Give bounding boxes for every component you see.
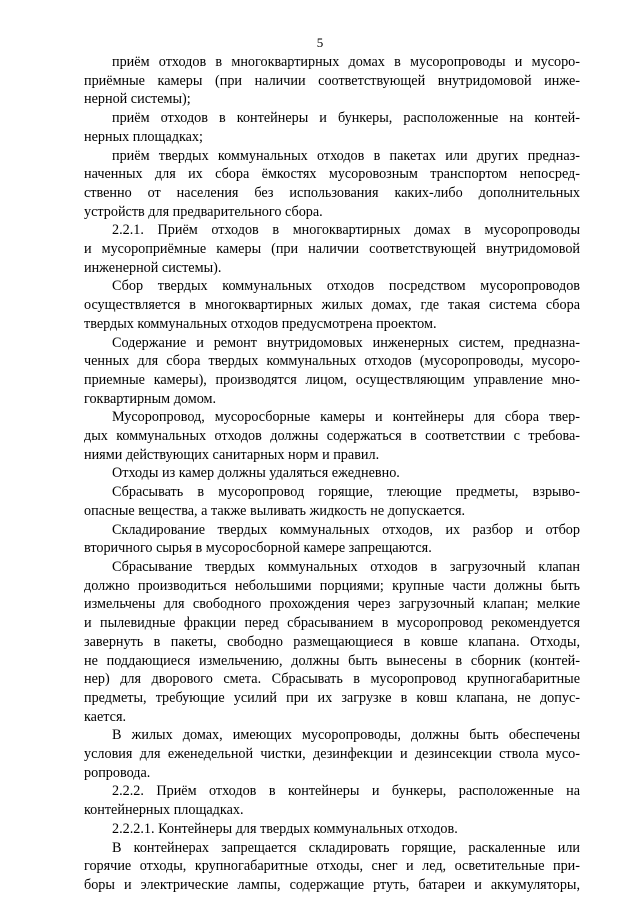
paragraph: [84, 521, 580, 558]
text-line: ропровода.: [84, 764, 151, 781]
text-line: приём отходов в контейнеры и бункеры, расположенные на контей-: [112, 110, 580, 127]
paragraph: [84, 277, 580, 333]
page-number: 5: [316, 35, 324, 50]
text-line: предметы, требующие усилий при их загрузке в ковш клапана, не допус-: [84, 689, 580, 706]
text-line: опасные вещества, а также выливать жидкость не допускается.: [84, 502, 466, 519]
text-line: Содержание и ремонт внутридомовых инженерных систем, предназна-: [112, 334, 580, 351]
text-line: ниями действующих санитарных норм и правил.: [84, 446, 380, 463]
text-line: и пылевидные фракции перед сбрасыванием в мусоропровод рекомендуется: [84, 615, 580, 632]
text-line: Мусоропровод, мусоросборные камеры и контейнеры для сбора твер-: [112, 409, 580, 426]
text-line: инженерной системы).: [84, 259, 222, 276]
paragraph: [84, 483, 580, 520]
text-line: наченных для их сбора ёмкостях мусоровозным транспортом непосред-: [84, 166, 580, 183]
text-line: боры и электрические лампы, содержащие ртуть, батареи и аккумуляторы,: [84, 876, 580, 893]
text-line: Сбор твердых коммунальных отходов посредством мусоропроводов: [112, 278, 580, 295]
text-line: В жилых домах, имеющих мусоропроводы, должны быть обеспечены: [112, 727, 580, 744]
text-line: Складирование твердых коммунальных отходов, их разбор и отбор: [112, 521, 580, 538]
text-line: условия для еженедельной чистки, дезинфекции и дезинсекции ствола мусо-: [84, 746, 580, 763]
paragraph: [84, 408, 580, 464]
text-line: гоквартирным домом.: [84, 390, 217, 407]
paragraph: [84, 726, 580, 782]
text-line: нерной системы);: [84, 91, 191, 108]
paragraph: [84, 147, 580, 222]
text-line: вторичного сырья в мусоросборной камере запрещаются.: [84, 540, 432, 557]
text-line: приём твердых коммунальных отходов в пакетах или других предназ-: [112, 147, 580, 164]
text-line: 2.2.2. Приём отходов в контейнеры и бункеры, расположенные на: [112, 783, 580, 800]
text-line: измельчены для свободного прохождения через загрузочный клапан; мелкие: [84, 596, 580, 613]
text-line: приёмные камеры (при наличии соответствующей внутридомовой инже-: [84, 72, 580, 89]
text-line: дых коммунальных отходов должны содержаться в соответствии с требова-: [84, 428, 580, 445]
text-line: осуществляется в многоквартирных жилых домах, где такая система сбора: [84, 297, 580, 314]
text-line: нер) для дворового смета. Сбрасывать в мусоропровод крупногабаритные: [84, 671, 580, 688]
paragraph: [84, 53, 580, 109]
paragraph: [84, 464, 580, 483]
body-text: [84, 53, 580, 895]
text-line: В контейнерах запрещается складировать горящие, раскаленные или: [112, 839, 580, 856]
text-line: не поддающиеся измельчению, должны быть вынесены в сборник (контей-: [84, 652, 580, 669]
text-line: кается.: [84, 708, 127, 725]
text-line: Отходы из камер должны удаляться ежедневно.: [112, 465, 400, 482]
paragraph: [84, 782, 580, 819]
paragraph: [84, 558, 580, 726]
paragraph: [84, 334, 580, 409]
text-line: контейнерных площадках.: [84, 802, 244, 819]
text-line: ственно от населения без использования каких-либо дополнительных: [84, 184, 580, 201]
paragraph: [84, 839, 580, 895]
text-line: завернуть в пакеты, свободно размещающиеся в ковше клапана. Отходы,: [84, 633, 580, 650]
text-line: приемные камеры), производятся лицом, осуществляющим управление мно-: [84, 371, 580, 388]
text-line: ченных для сбора твердых коммунальных отходов (мусоропроводы, мусоро-: [84, 353, 580, 370]
text-line: твердых коммунальных отходов предусмотрена проектом.: [84, 315, 437, 332]
text-line: устройств для предварительного сбора.: [84, 203, 323, 220]
paragraph: [84, 109, 580, 146]
paragraph: [84, 820, 580, 839]
text-line: Сбрасывать в мусоропровод горящие, тлеющие предметы, взрыво-: [112, 484, 580, 501]
text-line: приём отходов в многоквартирных домах в мусоропроводы и мусоро-: [112, 54, 580, 70]
text-line: 2.2.1. Приём отходов в многоквартирных домах в мусоропроводы: [112, 222, 580, 239]
text-line: Сбрасывание твердых коммунальных отходов в загрузочный клапан: [112, 558, 580, 575]
text-line: и мусороприёмные камеры (при наличии соответствующей внутридомовой: [84, 241, 580, 258]
paragraph: [84, 221, 580, 277]
text-line: 2.2.2.1. Контейнеры для твердых коммунальных отходов.: [112, 820, 458, 837]
text-line: нерных площадках;: [84, 128, 203, 145]
text-line: должно производиться небольшими порциями; крупные части должны быть: [84, 577, 580, 594]
text-line: горячие отходы, крупногабаритные отходы, снег и лед, осветительные при-: [84, 858, 580, 875]
